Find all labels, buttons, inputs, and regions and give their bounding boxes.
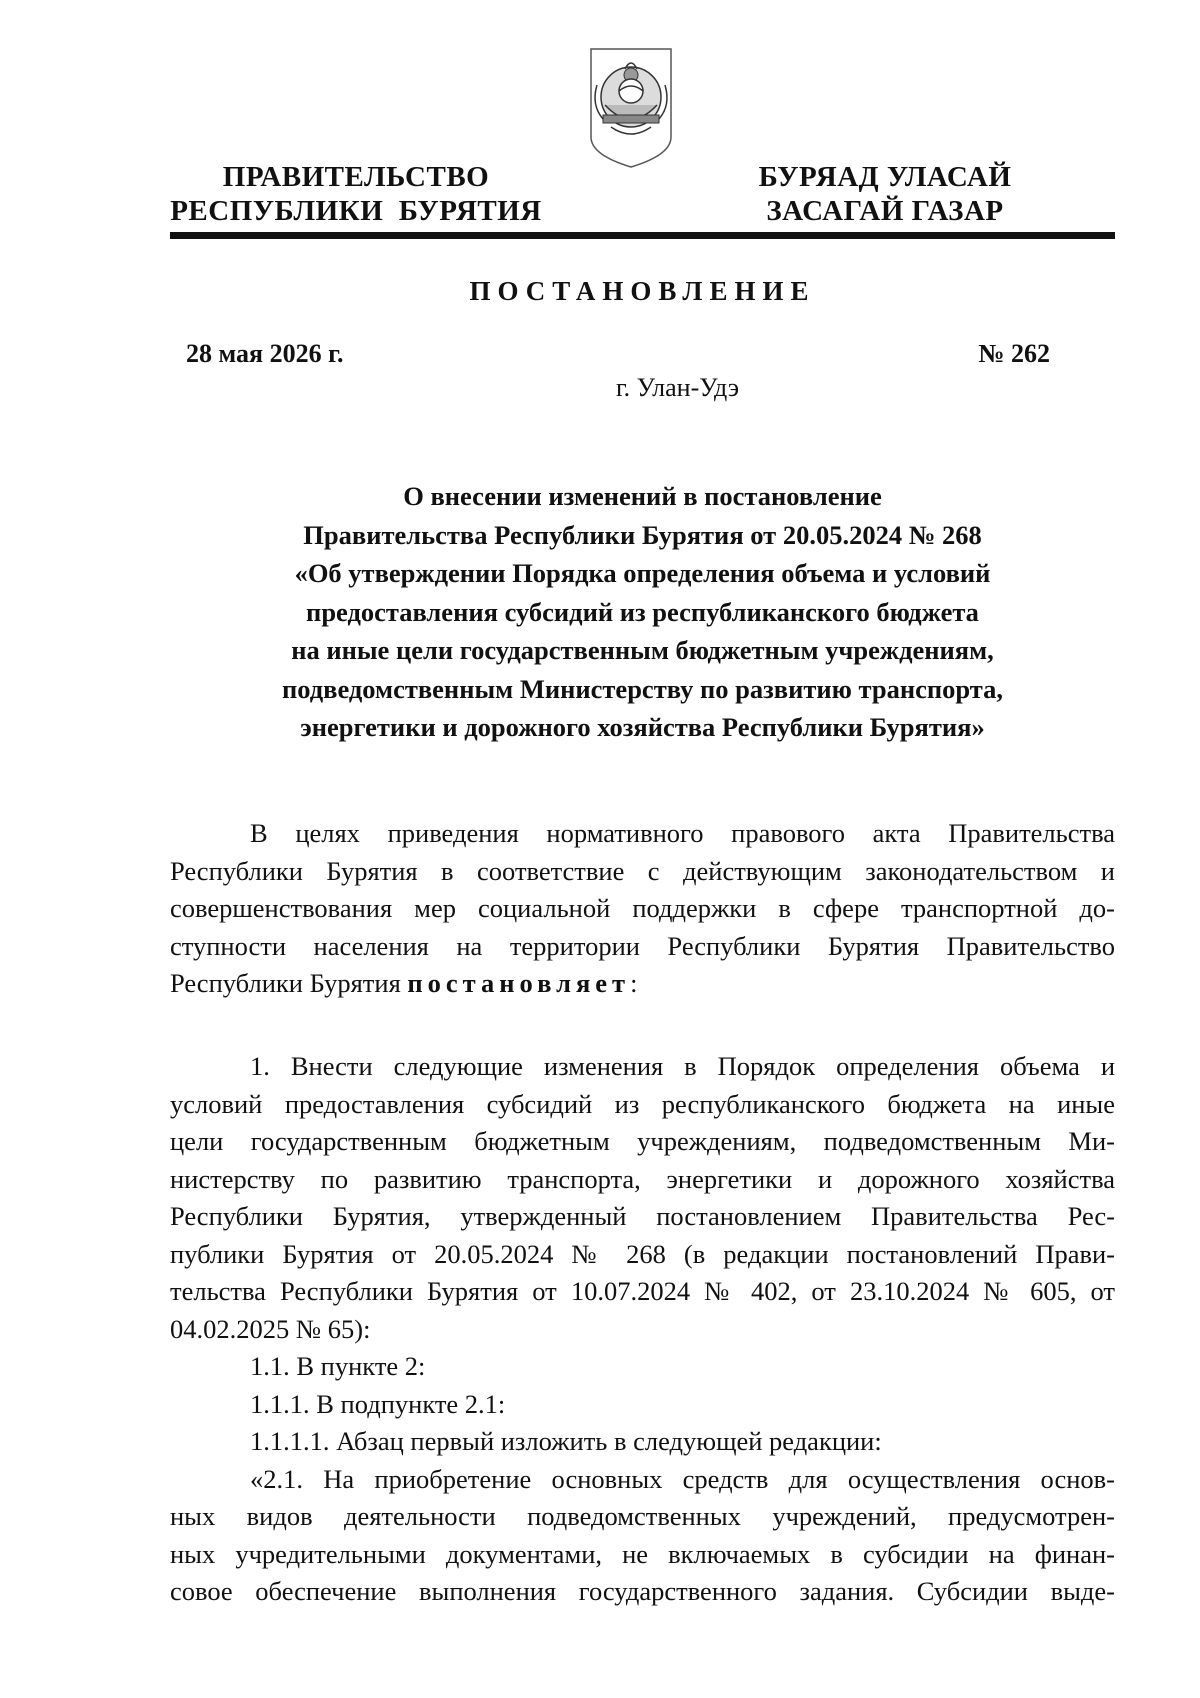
clause-line: тельства Республики Бурятия от 10.07.2024 № 402, от 23.10.2024 № 605, от	[170, 1276, 1115, 1306]
clause-1	[170, 1048, 1115, 1611]
preamble-line: совершенствования мер социальной поддержки в сфере транспортной до-	[170, 893, 1115, 923]
resolution-verb: постановляет	[407, 968, 631, 998]
title-line: на иные цели государственным бюджетным учреждениям,	[291, 635, 994, 665]
quote-line: ных учредительными документами, не включаемых в субсидии на финан-	[170, 1538, 1115, 1569]
clause-line: Республики Бурятия, утвержденный постановлением Правительства Рес-	[170, 1201, 1115, 1231]
document-title	[170, 477, 1115, 747]
subclause-line: 1.1. В пункте 2:	[250, 1351, 426, 1381]
subclause-line: 1.1.1.1. Абзац первый изложить в следующей редакции:	[250, 1426, 882, 1456]
quote-line: совое обеспечение выполнения государственного задания. Субсидии выде-	[170, 1576, 1115, 1606]
preamble-last-prefix: Республики Бурятия	[170, 968, 408, 998]
org-name-buryat	[740, 160, 1030, 228]
clause-line: нистерству по развитию транспорта, энергетики и дорожного хозяйства	[170, 1163, 1115, 1194]
org-name-buryat-line1: БУРЯАД УЛАСАЙ	[758, 161, 1012, 193]
title-line: подведомственным Министерству по развитию транспорта,	[282, 673, 1003, 704]
clause-line: цели государственным бюджетным учреждениям, подведомственным Ми-	[170, 1126, 1115, 1156]
quote-line: ных видов деятельности подведомственных учреждений, предусмотрен-	[170, 1501, 1115, 1531]
header-divider	[170, 232, 1115, 239]
document-date: 28 мая 2026 г.	[186, 339, 344, 368]
clause-line: публики Бурятия от 20.05.2024 № 268 (в редакции постановлений Прави-	[170, 1238, 1115, 1269]
coat-of-arms-icon	[585, 45, 677, 171]
subclause-line: 1.1.1. В подпункте 2.1:	[250, 1388, 506, 1419]
document-number: № 262	[978, 339, 1050, 368]
document-city: г. Улан-Удэ	[615, 373, 740, 402]
preamble-line: Республики Бурятия в соответствие с действующим законодательством и	[170, 855, 1115, 886]
org-name-russian-line2: РЕСПУБЛИКИ БУРЯТИЯ	[170, 195, 542, 227]
title-line: Правительства Республики Бурятия от 20.05.2024 № 268	[303, 519, 982, 550]
preamble	[170, 815, 1115, 1003]
title-line: О внесении изменений в постановление	[403, 481, 882, 511]
preamble-line: В целях приведения нормативного правового акта Правительства	[250, 818, 1115, 848]
preamble-line	[170, 965, 1115, 1003]
title-line: предоставления субсидий из республиканского бюджета	[306, 596, 979, 627]
quote-line: «2.1. На приобретение основных средств для осуществления основ-	[250, 1463, 1115, 1494]
preamble-line: ступности населения на территории Республики Бурятия Правительство	[170, 930, 1115, 961]
clause-line: условий предоставления субсидий из республиканского бюджета на иные	[170, 1088, 1115, 1119]
clause-line: 04.02.2025 № 65):	[170, 1313, 371, 1344]
title-line: энергетики и дорожного хозяйства Республики Бурятия»	[300, 712, 985, 742]
org-name-russian-line1: ПРАВИТЕЛЬСТВО	[222, 161, 490, 193]
clause-line: 1. Внести следующие изменения в Порядок определения объема и	[250, 1051, 1115, 1081]
org-name-russian	[170, 160, 542, 228]
document-type: ПОСТАНОВЛЕНИЕ	[469, 276, 816, 306]
preamble-last-suffix: :	[630, 968, 638, 998]
title-line: «Об утверждении Порядка определения объема и условий	[294, 558, 991, 588]
org-name-buryat-line2: ЗАСАГАЙ ГАЗАР	[766, 195, 1004, 227]
